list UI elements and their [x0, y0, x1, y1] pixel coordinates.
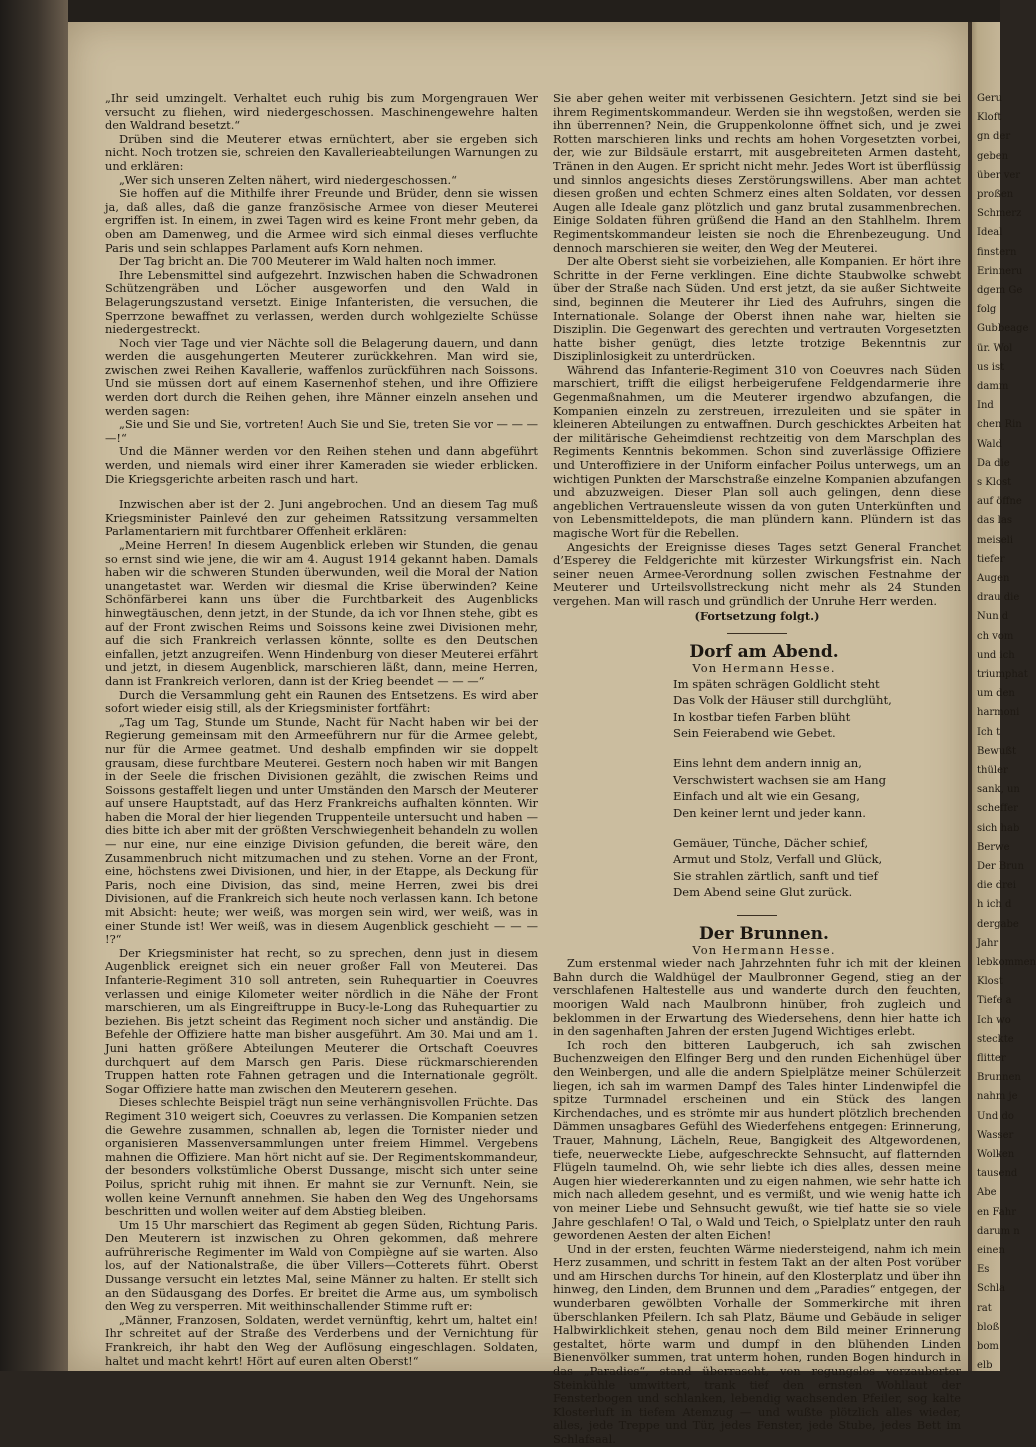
- edge-text-fragment: en Fahr: [977, 1206, 1016, 1218]
- story-title: Der Brunnen.: [699, 923, 829, 944]
- edge-text-fragment: tiefer: [977, 553, 1005, 565]
- edge-text-fragment: Abe: [977, 1187, 997, 1199]
- poem-stanza: [673, 755, 961, 821]
- edge-text-fragment: flitter: [977, 1053, 1006, 1064]
- article-paragraph: „Meine Herren! In diesem Augenblick erleben wir Stunden, die genau so ernst sind wie jene, die wir am 4. August 1914 gekannt haben. Damals haben wir die schweren Stunden überwunden, weil die Moral der Nation unangetastet war. Werden wir diesmal die Krise überwinden? Keine Schönfärberei kann uns über die Furchtbarkeit des Augenblicks hinwegtäuschen, denn jetzt, in der Stunde, da ich vor Ihnen stehe, gibt es auf der Front zwischen Reims und Soissons keine zwei Divisionen mehr, auf die sich Frankreich verlassen könnte, sollte es den Deutschen einfallen, jetzt anzugreifen. Wenn Hindenburg von dieser Meuterei erfährt und jetzt, in diesem Augenblick, marschieren läßt, dann, meine Herren, dann ist Frankreich verloren, dann ist der Krieg beendet — — —“: [105, 538, 538, 688]
- scanner-background-left: [0, 0, 68, 1371]
- scanner-background-top: [68, 0, 1000, 22]
- edge-text-fragment: damm: [977, 381, 1009, 392]
- edge-text-fragment: triumphat: [977, 669, 1028, 680]
- edge-text-fragment: tausend: [977, 1168, 1018, 1180]
- edge-text-fragment: Tiefe a: [977, 995, 1012, 1007]
- poem-line: In kostbar tiefen Farben blüht: [673, 709, 851, 724]
- poem-line: Im späten schrägen Goldlicht steht: [673, 676, 880, 691]
- edge-text-fragment: proßen: [977, 189, 1014, 200]
- article-paragraph: „Ihr seid umzingelt. Verhaltet euch ruhig bis zum Morgengrauen Wer versucht zu fliehen, wird niedergeschossen. Maschinengewehre halten den Waldrand besetzt.“: [105, 91, 538, 133]
- story-paragraph: Und in der ersten, feuchten Wärme niedersteigend, nahm ich mein Herz zusammen, und schritt in festem Takt an der alten Post vorüber und am Hirschen durchs Tor hinein, auf den Klosterplatz und über ihn hinweg, den Linden, dem Brunnen und dem „Paradies“ entgegen, der wunderbaren gewölbten Vorhalle der Sommerkirche mit ihren überschlanken Pfeilern. Ich sah Platz, Bäume und Gebäude in seliger Halbwirklichkeit stehen, genau noch dem Bild meiner Erinnerung gestaltet, hörte warm und dumpf in den blühenden Linden Bienenvölker summen, trat unterm hohen, runden Bogen hindurch in das „Paradies“, stand überrascht, von regungslos verzauberter Steinkühle umwittert, trank tief den ernsten Wohllaut der Fensterbogen und schlanken, lebendig wachsenden Pfeiler, sog kalte Klosterluft in tiefem Atemzug — und wußte plötzlich alles wieder, alles, jede Treppe und Tür, jedes Fenster, jede Stube, jedes Bett im Schlafsaal.: [553, 1241, 961, 1446]
- edge-text-fragment: Der Brun: [977, 861, 1024, 872]
- edge-text-fragment: Wald: [977, 438, 1002, 450]
- edge-text-fragment: ch vom: [977, 630, 1014, 642]
- left-article-column: [105, 92, 538, 1368]
- edge-text-fragment: Augen: [977, 573, 1010, 584]
- article-paragraph: Sie hoffen auf die Mithilfe ihrer Freunde und Brüder, denn sie wissen ja, daß alles, daß die ganze französische Armee von dieser Meuterei ergriffen ist. In einem, in zwei Tagen wird es keine Front mehr geben, da oben am Damenweg, und die Armee wird sich einmal dieses verfluchte Paris und sein schlappes Parlament aufs Korn nehmen.: [105, 186, 538, 255]
- poem-stanza: [673, 676, 961, 742]
- poem-stanza: [673, 835, 961, 901]
- edge-text-fragment: auf öffne: [977, 496, 1022, 508]
- edge-text-fragment: um den: [977, 688, 1015, 700]
- edge-text-fragment: und ich: [977, 649, 1015, 661]
- edge-text-fragment: geben: [977, 150, 1009, 162]
- poem-line: Sie strahlen zärtlich, sanft und tief: [673, 868, 878, 883]
- article-paragraph: „Tag um Tag, Stunde um Stunde, Nacht für Nacht haben wir bei der Regierung gemeinsam mit den Armeeführern nur für die Armee gelebt, nur für die Armee geatmet. Und deshalb empfinden wir sie doppelt grausam, diese furchtbare Meuterei. Gestern noch haben wir mit Bangen in der Seele die frischen Divisionen gezählt, die zwischen Reims und Soissons gestaffelt liegen und unter Umständen den Marsch der Meuterer auf unsere Hauptstadt, auf das Herz Frankreichs aufhalten könnten. Wir haben die Moral der hier liegenden Truppenteile untersucht und haben — dies bitte ich aber mit der größten Verschwiegenheit behandeln zu wollen — nur eine, nur eine einzige Division gefunden, die bereit wäre, den Zusammenbruch nicht mitzumachen und zu stehen. Vorne an der Front, eine, höchstens zwei Divisionen, und hier, in der Etappe, als Deckung für Paris, noch eine Division, das sind, meine Herren, zwei bis drei Divisionen, auf die Frankreich sich heute noch verlassen kann. Ich betone mit Absicht: heute; wer weiß, was morgen sein wird, wer weiß, was in einer Stunde ist! Wer weiß, was in diesem Augenblick geschieht — — — !?“: [105, 714, 538, 947]
- article-paragraph: Ihre Lebensmittel sind aufgezehrt. Inzwischen haben die Schwadronen Schützengräben und Löcher ausgeworfen und den Wald in Belagerungszustand versetzt. Einige Infanteristen, die versuchen, die Sperrzone bewaffnet zu verlassen, werden durch wohlgezielte Schüsse niedergestreckt.: [105, 267, 538, 337]
- story-paragraph: Ich roch den bitteren Laubgeruch, ich sah zwischen Buchenzweigen den Elfinger Berg und den runden Eichenhügel über den Weinbergen, und alle die andern Spielplätze meiner Schülerzeit liegen, ich sah im warmen Dampf des Tales hinter Lindenwipfel die spitze Turmnadel erscheinen und ein Stück des langen Kirchendaches, und es strömte mir aus hundert plötzlich brechenden Dämmen unsagbares Gefühl des Wiederfehens entgegen: Erinnerung, Trauer, Mahnung, Lächeln, Reue, Bangigkeit des Altgewordenen, tiefe, neuerweckte Liebe, aufgeschreckte Sehnsucht, auf flatternden Flügeln taumelnd. Oh, wie sehr liebte ich dies alles, dessen meine Augen hier wiedererkannten und zu eigen nahmen, wie sehr hatte ich mich nach alledem gesehnt, und es vermißt, und wie wenig hatte ich von meiner Liebe und Sehnsucht gewußt, wie tief hatte sie so viele Jahre geschlafen! O Tal, o Wald und Teich, o Spielplatz unter den rauh gewordenen Aesten der alten Eichen!: [553, 1037, 961, 1243]
- edge-text-fragment: über ver: [977, 169, 1021, 181]
- edge-text-fragment: Bewußt: [977, 745, 1016, 757]
- edge-text-fragment: folg: [977, 304, 997, 316]
- edge-text-fragment: sich hab: [977, 822, 1020, 834]
- poem-line: Verschwistert wachsen sie am Hang: [673, 772, 887, 787]
- edge-text-fragment: Klost: [977, 976, 1003, 988]
- article-paragraph: „Männer, Franzosen, Soldaten, werdet vernünftig, kehrt um, haltet ein! Ihr schreitet auf der Straße des Verderbens und der Vernichtung für Frankreich, ihr habt den Weg der Auflösung eingeschlagen. Soldaten, haltet und macht kehrt! Hört auf euren alten Oberst!“: [105, 1312, 538, 1368]
- edge-text-fragment: elb: [977, 1360, 993, 1372]
- article-paragraph: Während das Infanterie-Regiment 310 von Coeuvres nach Süden marschiert, trifft die eiligst herbeigerufene Feldgendarmerie ihre Gegenmaßnahmen, um die Meuterer irgendwo abzufangen, die Kompanien einzeln zu zerstreuen, irrezuleiten und sie später in kleineren Abteilungen zu entwaffnen. Durch geschicktes Arbeiten hat der militärische Geheimdienst rechtzeitig von dem Marschplan des Regiments Kenntnis bekommen. Schon sind zuverlässige Offiziere und Unteroffiziere in der Uniform einfacher Poilus unterwegs, um an wichtigen Punkten der Marschstraße einzelne Kompanien abzufangen und abzuzweigen. Dieser Plan soll auch gelingen, denn diese angeblichen Vertrauensleute wissen da von guten Unterkünften und von Lebensmitteldepots, die man plündern kann. Plündern ist das magische Wort für die Rebellen.: [553, 362, 961, 540]
- edge-text-fragment: Geru: [977, 93, 1003, 104]
- edge-text-fragment: Kloft: [977, 112, 1002, 124]
- next-page-edge: [968, 22, 1036, 1372]
- poem-line: Gemäuer, Tünche, Dächer schief,: [673, 836, 869, 850]
- edge-text-fragment: Brunnen: [977, 1072, 1021, 1084]
- edge-text-fragment: darum n: [977, 1225, 1020, 1237]
- edge-text-fragment: das las: [977, 515, 1012, 527]
- edge-text-fragment: scheffer: [977, 803, 1018, 815]
- edge-text-fragment: rat: [977, 1302, 992, 1314]
- edge-text-fragment: Schmerz: [977, 208, 1022, 220]
- edge-text-fragment: Berwe: [977, 841, 1010, 853]
- poem-line: Den keiner lernt und jeder kann.: [673, 805, 866, 820]
- section-divider: [727, 633, 787, 634]
- edge-text-fragment: Es: [977, 1264, 990, 1276]
- article-paragraph: Und die Männer werden vor den Reihen stehen und dann abgeführt werden, und niemals wird einer ihrer Kameraden sie wieder erblicken. Die Kriegsgerichte arbeiten rasch und hart.: [105, 444, 538, 486]
- edge-text-fragment: Ich wo: [977, 1014, 1011, 1026]
- edge-text-fragment: Schla: [977, 1283, 1006, 1295]
- article-paragraph: Der alte Oberst sieht sie vorbeiziehen, alle Kompanien. Er hört ihre Schritte in der Ferne verklingen. Eine dichte Staubwolke schwebt über der Straße nach Süden. Und erst jetzt, da sie außer Sichtweite sind, beginnen die Meuterer ihr Lied des Aufruhrs, singen die Internationale. Solange der Oberst ihnen nahe war, hielten sie Disziplin. Die Gegenwart des gerechten und vertrauten Vorgesetzten hatte bisher genügt, dies letzte trotzige Bekenntnis zur Disziplinlosigkeit zu unterdrücken.: [553, 254, 961, 364]
- article-paragraph: „Wer sich unseren Zelten nähert, wird niedergeschossen.“: [119, 172, 457, 187]
- poem-line: Eins lehnt dem andern innig an,: [673, 756, 862, 771]
- poem-byline: Von Hermann Hesse.: [692, 661, 836, 676]
- section-divider: [737, 915, 777, 916]
- edge-text-fragment: steckte: [977, 1033, 1014, 1045]
- edge-text-fragment: sank, un: [977, 784, 1020, 796]
- edge-text-fragment: bloß: [977, 1321, 1000, 1333]
- edge-text-fragment: Ideal: [977, 227, 1003, 239]
- poem-line: Armut und Stolz, Verfall und Glück,: [673, 852, 883, 867]
- poem-title: Dorf am Abend.: [689, 642, 839, 663]
- edge-text-fragment: Ind: [977, 400, 994, 412]
- article-paragraph: „Sie und Sie und Sie, vortreten! Auch Sie und Sie, treten Sie vor — — — —!“: [105, 417, 538, 445]
- story-paragraph: Zum erstenmal wieder nach Jahrzehnten fuhr ich mit der kleinen Bahn durch die Waldhügel der Maulbronner Gegend, stieg an der verschlafenen Haltestelle aus und wanderte durch den feuchten, moorigen Wald nach Maulbronn hinüber, froh zugleich und beklommen in der Erwartung des Wiedersehens, denn hier hatte ich in den sagenhaften Jahren der ersten Jugend Wichtiges erlebt.: [553, 956, 961, 1039]
- article-paragraph: Der Tag bricht an. Die 700 Meuterer im Wald halten noch immer.: [119, 254, 497, 269]
- article-paragraph: Durch die Versammlung geht ein Raunen des Entsetzens. Es wird aber sofort wieder eisig still, als der Kriegsminister fortfährt:: [105, 687, 538, 716]
- poem-line: Sein Feierabend wie Gebet.: [673, 725, 836, 740]
- poem-line: Das Volk der Häuser still durchglüht,: [673, 693, 892, 708]
- edge-text-fragment: Ich t: [977, 726, 1001, 738]
- article-paragraph: Der Kriegsminister hat recht, so zu sprechen, denn just in diesem Augenblick ereignet sich ein neuer großer Fall von Meuterei. Das Infanterie-Regiment 310 soll antreten, sein Ruhequartier in Coeuvres verlassen und einige Kilometer weiter nördlich in die Nähe der Front marschieren, um als Eingreiftruppe in Bucy-le-Long das Ruhequartier zu beziehen. Bis jetzt scheint das Regiment noch sicher und anständig. Die Befehle der Offiziere hatte man bisher ausgeführt. Am 30. Mai und am 1. Juni hatten größere Abteilungen Meuterer die Ortschaft Coeuvres durchquert auf dem Marsch gen Paris. Diese rückmarschierenden Truppen hatten rote Fahnen getragen und die Internationale gegrölt. Sogar Offiziere hatte man zwischen den Meuterern gesehen.: [105, 945, 538, 1096]
- poem-body: [673, 676, 961, 901]
- page-fold-shadow: [968, 22, 972, 1371]
- edge-text-fragment: Wolken: [977, 1149, 1015, 1160]
- edge-text-fragment: thüler: [977, 765, 1008, 776]
- edge-text-fragment: drau die: [977, 592, 1020, 604]
- poem-line: Einfach und alt wie ein Gesang,: [673, 789, 860, 804]
- article-paragraph: Sie aber gehen weiter mit verbissenen Gesichtern. Jetzt sind sie bei ihrem Regimentskommandeur. Werden sie ihn wegstoßen, werden sie ihn überrennen? Nein, die Gruppenkolonne öffnet sich, und je zwei Rotten marschieren links und rechts am hohen Vorgesetzten vorbei, der, wie zur Bildsäule erstarrt, mit ausgebreiteten Armen dasteht, Tränen in den Augen. Er spricht nicht mehr. Jedes Wort ist überflüssig und sinnlos angesichts dieses Zerstörungswillens. Aber man achtet diesen großen und echten Schmerz eines alten Soldaten, vor dessen Augen alle Ideale ganz plötzlich und ganz brutal zusammenbrechen. Einige Soldaten führen grüßend die Hand an den Stahlhelm. Ihrem Regimentskommandeur leisten sie noch die Ehrenbezeugung. Und dennoch marschieren sie weiter, den Weg der Meuterei.: [553, 91, 961, 255]
- article-paragraph: Dieses schlechte Beispiel trägt nun seine verhängnisvollen Früchte. Das Regiment 310 weigert sich, Coeuvres zu verlassen. Die Kompanien setzen die Gewehre zusammen, schnallen ab, legen die Tornister nieder und organisieren Massenversammlungen unter freiem Himmel. Vergebens mahnen die Offiziere. Man hört nicht auf sie. Der Regimentskommandeur, der besonders volkstümliche Oberst Dussange, mischt sich unter seine Poilus, spricht ruhig mit ihnen. Er mahnt sie zur Vernunft. Nein, sie wollen keine Vernunft annehmen. Sie haben den Weg des Ungehorsams beschritten und wollen weiter auf dem Abstieg bleiben.: [105, 1095, 538, 1219]
- edge-text-fragment: dgem Ge: [977, 285, 1023, 296]
- right-article-column: [553, 92, 961, 1447]
- edge-text-fragment: s Klost: [977, 477, 1012, 488]
- edge-text-fragment: Erinneru: [977, 265, 1023, 277]
- article-paragraph: Um 15 Uhr marschiert das Regiment ab gegen Süden, Richtung Paris. Den Meuterern ist inzwischen zu Ohren gekommen, daß mehrere aufrührerische Regimenter im Wald von Compiègne auf sie warten. Also los, auf der Nationalstraße, die über Villers—Cotterets führt. Oberst Dussange versucht ein letztes Mal, seine Männer zu halten. Er stellt sich an den Südausgang des Dorfes. Er breitet die Arme aus, um symbolisch den Weg zu versperren. Mit weithinschallender Stimme ruft er:: [105, 1217, 538, 1314]
- edge-text-fragment: Und do: [977, 1110, 1014, 1122]
- article-paragraph: Inzwischen aber ist der 2. Juni angebrochen. Und an diesem Tag muß Kriegsminister Painlevé den zur geheimen Ratssitzung versammelten Parlamentariern mit furchtbarer Offenheit erklären:: [105, 497, 538, 539]
- edge-text-fragment: Wasser: [977, 1129, 1014, 1141]
- edge-text-fragment: Gubbeage: [977, 323, 1029, 335]
- edge-text-fragment: lebkommen: [977, 957, 1036, 968]
- edge-text-fragment: Nun d: [977, 611, 1009, 623]
- article-paragraph: Angesichts der Ereignisse dieses Tages setzt General Franchet d’Esperey die Feldgerichte mit kürzester Wirkungsfrist ein. Nach seiner neuen Armee-Verordnung sollen zwischen Festnahme der Meuterer und Urteilsvollstreckung nicht mehr als 24 Stunden vergehen. Man will rasch und gründlich der Unruhe Herr werden.: [553, 539, 961, 608]
- edge-text-fragment: chen Rin: [977, 419, 1022, 431]
- edge-text-fragment: dergabe: [977, 918, 1019, 930]
- edge-text-fragment: einen: [977, 1245, 1005, 1256]
- article-paragraph: Noch vier Tage und vier Nächte soll die Belagerung dauern, und dann werden die ausgehungerten Meuterer zurückkehren. Man wird sie, zwischen zwei Reihen Kavallerie, waffenlos zurückführen nach Soissons. Und sie müssen dort auf einem Kasernenhof stehen, und ihre Offiziere werden dort durch die Reihen gehen, ihre Männer einzeln ansehen und werden sagen:: [105, 335, 538, 418]
- edge-text-fragment: nahm je: [977, 1091, 1018, 1103]
- poem-line: Dem Abend seine Glut zurück.: [673, 885, 853, 900]
- edge-text-fragment: Jahr: [977, 937, 999, 949]
- edge-text-fragment: ür. Wol: [977, 342, 1013, 354]
- edge-text-fragment: us ist: [977, 361, 1005, 373]
- edge-text-fragment: die drei: [977, 880, 1016, 892]
- edge-text-fragment: Da die: [977, 457, 1010, 469]
- article-paragraph: Drüben sind die Meuterer etwas ernüchtert, aber sie ergeben sich nicht. Noch trotzen sie, schreien den Kavallerieabteilungen Warnungen zu und erklären:: [105, 131, 538, 173]
- edge-text-fragment: h ich d: [977, 899, 1012, 911]
- edge-text-fragment: bom: [977, 1341, 999, 1352]
- continuation-note: (Fortsetzung folgt.): [694, 608, 820, 623]
- edge-text-fragment: meiseli: [977, 534, 1014, 546]
- edge-text-fragment: finstern: [977, 246, 1017, 258]
- edge-text-fragment: harmoni: [977, 707, 1020, 719]
- edge-text-fragment: gn der: [977, 131, 1011, 143]
- story-byline: Von Hermann Hesse.: [692, 942, 836, 957]
